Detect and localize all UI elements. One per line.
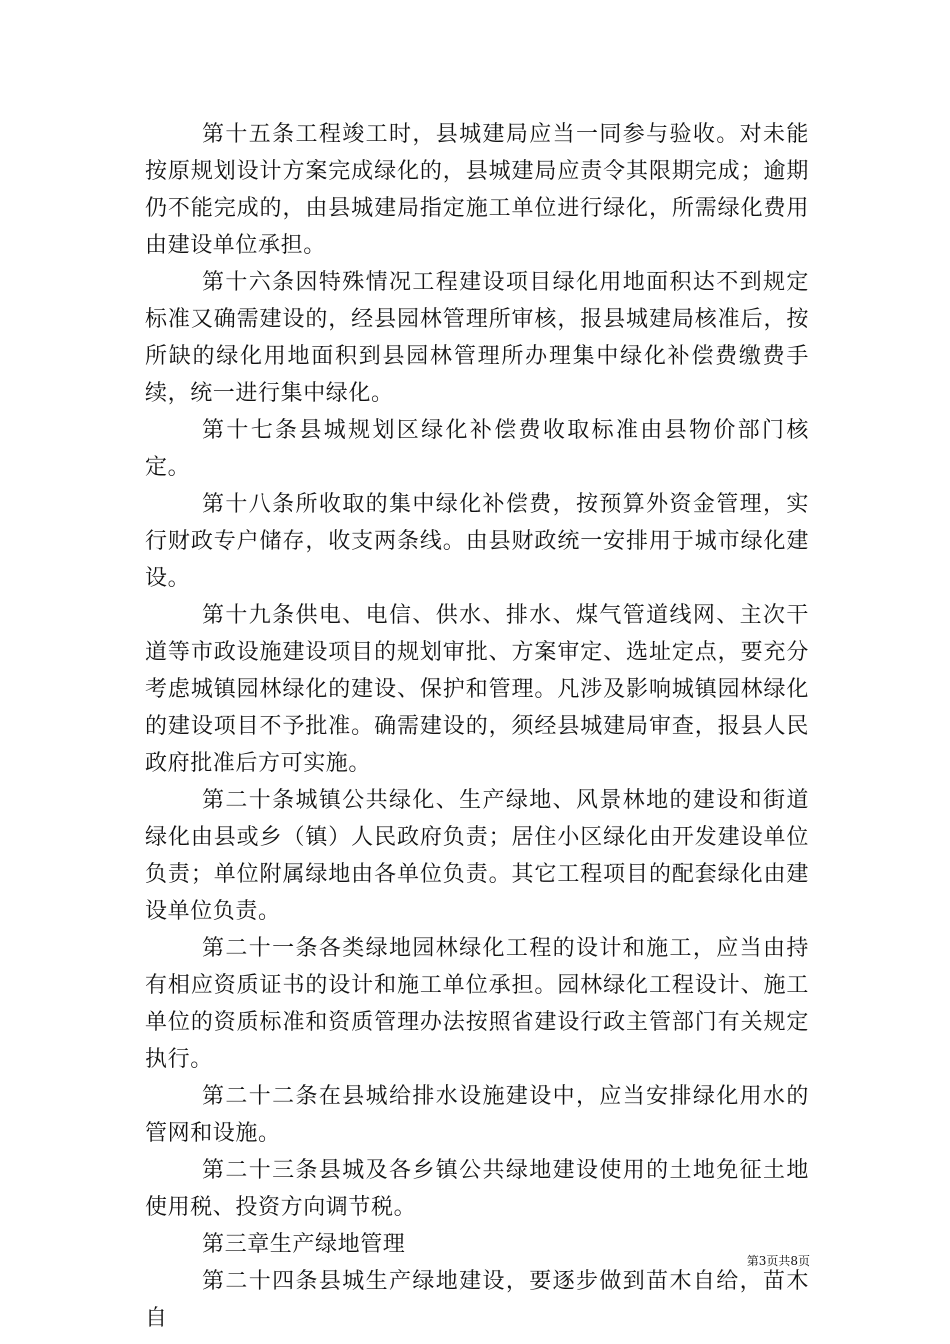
page-number-footer: 第3页共8页 bbox=[746, 1254, 810, 1268]
paragraph-article-23: 第二十三条县城及各乡镇公共绿地建设使用的土地免征土地使用税、投资方向调节税。 bbox=[145, 1158, 809, 1220]
document-body bbox=[145, 116, 809, 1337]
chapter-heading: 第三章生产绿地管理 bbox=[202, 1232, 406, 1257]
paragraph-article-17: 第十七条县城规划区绿化补偿费收取标准由县物价部门核定。 bbox=[145, 418, 809, 480]
paragraph-article-16: 第十六条因特殊情况工程建设项目绿化用地面积达不到规定标准又确需建设的，经县园林管理所审核，报县城建局核准后，按所缺的绿化用地面积到县园林管理所办理集中绿化补偿费缴费手续，统一进行集中绿化。 bbox=[145, 270, 809, 406]
paragraph-article-19: 第十九条供电、电信、供水、排水、煤气管道线网、主次干道等市政设施建设项目的规划审批、方案审定、选址定点，要充分考虑城镇园林绿化的建设、保护和管理。凡涉及影响城镇园林绿化的建设项目不予批准。确需建设的，须经县城建局审查，报县人民政府批准后方可实施。 bbox=[145, 603, 809, 776]
paragraph-article-18: 第十八条所收取的集中绿化补偿费，按预算外资金管理，实行财政专户储存，收支两条线。由县财政统一安排用于城市绿化建设。 bbox=[145, 492, 809, 591]
paragraph-article-22: 第二十二条在县城给排水设施建设中，应当安排绿化用水的管网和设施。 bbox=[145, 1084, 809, 1146]
paragraph-article-15: 第十五条工程竣工时，县城建局应当一同参与验收。对未能按原规划设计方案完成绿化的，县城建局应责令其限期完成；逾期仍不能完成的，由县城建局指定施工单位进行绿化，所需绿化费用由建设单位承担。 bbox=[145, 122, 809, 258]
paragraph-article-20: 第二十条城镇公共绿化、生产绿地、风景林地的建设和街道绿化由县或乡（镇）人民政府负责；居住小区绿化由开发建设单位负责；单位附属绿地由各单位负责。其它工程项目的配套绿化由建设单位负责。 bbox=[145, 788, 809, 924]
paragraph-article-21: 第二十一条各类绿地园林绿化工程的设计和施工，应当由持有相应资质证书的设计和施工单位承担。园林绿化工程设计、施工单位的资质标准和资质管理办法按照省建设行政主管部门有关规定执行。 bbox=[145, 936, 809, 1072]
paragraph-article-24: 第二十四条县城生产绿地建设，要逐步做到苗木自给，苗木自 bbox=[145, 1269, 809, 1331]
